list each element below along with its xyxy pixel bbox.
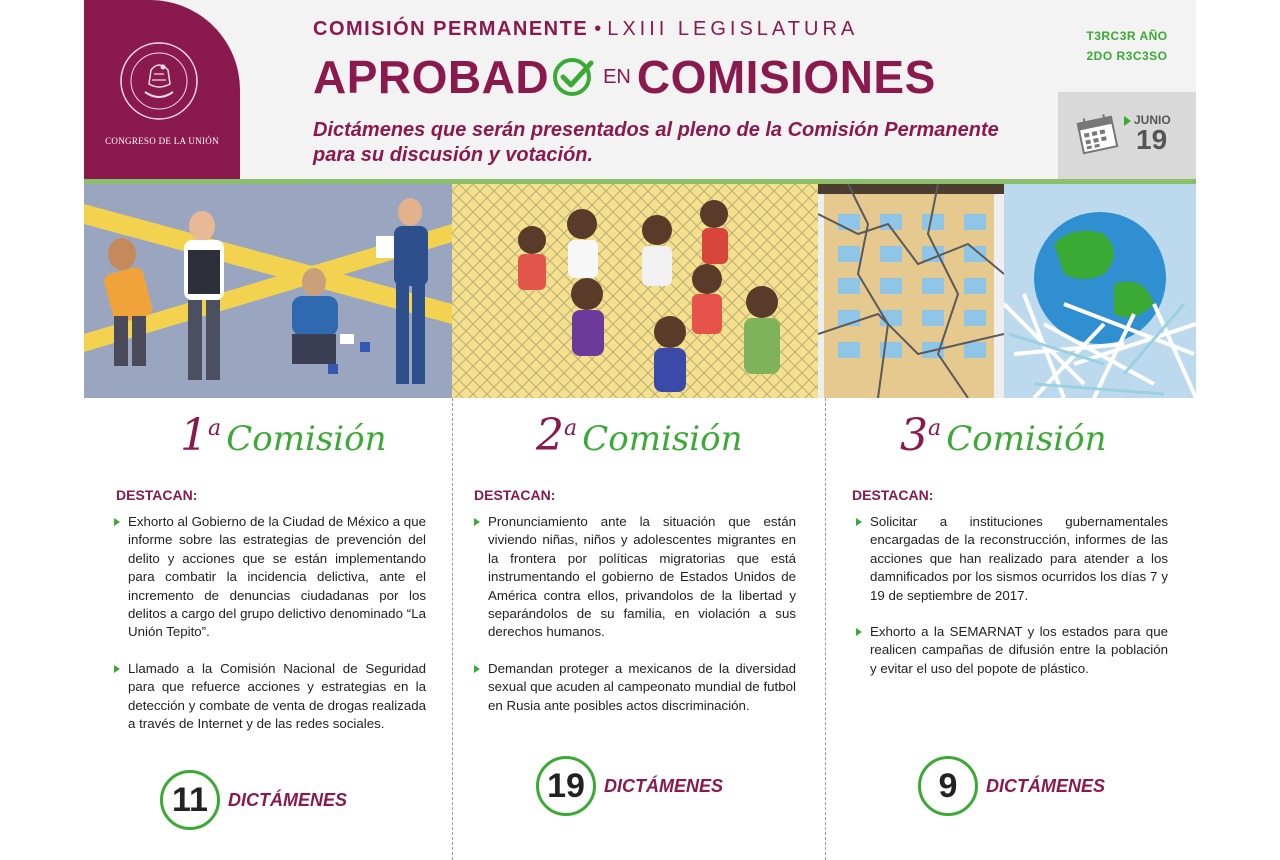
count-label: DICTÁMENES [228,789,348,810]
separator: • [594,18,602,40]
destacan-label: DESTACAN: [116,487,198,503]
item-text: Pronunciamiento ante la situación que están viviendo niñas, niños y adolescentes migrantes en la frontera por políticas migratorias que está instrumentando el gobierno de Estados Unidos de América contra ellos, privandolos de la libertad y separándolos de su familia, en violación a sus derechos humanos. [488,514,796,640]
globe-plastic-straws-illustration [1004,184,1196,398]
count-label: DICTÁMENES [604,775,724,796]
bullet-icon [856,628,862,636]
column-divider [825,398,826,860]
bullet-icon [474,665,480,673]
bullet-icon [114,518,120,526]
headline-approved: APROBAD [313,51,550,103]
commission-3-title [900,410,1107,461]
month-arrow-icon [1124,116,1131,126]
commission-ordinal: a [208,416,222,441]
commission-legislature-line [313,18,993,41]
commission-name: COMISIÓN PERMANENTE [313,18,589,40]
list-item [114,513,426,642]
column-divider [452,398,453,860]
commission-1-count [160,770,347,830]
date-day: 19 [1136,124,1168,155]
commission-1-title [180,410,387,461]
item-text: Solicitar a instituciones gubernamentales encargadas de la reconstrucción, informes de las acciones que han realizado para atender a los damnificados por los sismos ocurridos los días 7 y 19 de septiembre de 2017. [870,514,1168,603]
count-number: 9 [918,756,978,816]
commission-3-count [918,756,1105,816]
commission-number: 2 [536,410,564,461]
commission-ordinal: a [928,416,942,441]
bullet-icon [856,518,862,526]
commission-1-items [114,513,426,751]
list-item [856,513,1168,605]
bullet-icon [474,518,480,526]
count-number: 11 [160,770,220,830]
destacan-label: DESTACAN: [852,487,934,503]
migrant-children-illustration [452,184,818,398]
commission-number: 1 [180,410,208,461]
legislature-name: LXIII LEGISLATURA [607,18,859,40]
commission-word: Comisión [582,419,743,459]
commission-2-items [474,513,796,733]
date-month: JUNIO [1134,113,1171,127]
period-label [1064,26,1190,66]
period-recess: 2DO R3C3SO [1086,49,1168,63]
count-number: 19 [536,756,596,816]
period-year: T3RC3R AÑO [1086,29,1168,43]
commission-word: Comisión [226,419,387,459]
item-text: Demandan proteger a mexicanos de la diversidad sexual que acuden al campeonato mundial de futbol en Rusia ante posibles actos discriminación. [488,660,796,713]
list-item [474,660,796,715]
commission-ordinal: a [564,416,578,441]
list-item [856,623,1168,678]
check-circle-icon [551,55,595,99]
item-text: Exhorto a la SEMARNAT y los estados para que realicen campañas de difusión entre la población y evitar el uso del popote de plástico. [870,624,1168,676]
count-label: DICTÁMENES [986,775,1106,796]
list-item [474,513,796,642]
commission-3-items [856,513,1168,696]
calendar-icon [1074,110,1120,156]
headline-connector: EN [603,65,631,88]
subtitle: Dictámenes que serán presentados al pleno de la Comisión Permanente para su discusión y votación. [313,119,999,166]
destacan-label: DESTACAN: [474,487,556,503]
headline [313,50,1013,106]
national-seal-icon [118,40,200,122]
institution-name: CONGRESO DE LA UNIÓN [105,136,219,146]
headline-commissions: COMISIONES [636,51,936,103]
damaged-building-illustration [818,184,1004,398]
item-text: Exhorto al Gobierno de la Ciudad de México a que informe sobre las estrategias de prevención del delito y acciones que se están implementando para combatir la incidencia delictiva, ante el incremento de denuncias ciudadanas por los delitos a cargo del grupo delictivo denominado “La Unión Tepito”. [128,514,426,640]
commission-2-title [536,410,743,461]
police-crime-scene-illustration [84,184,452,398]
item-text: Llamado a la Comisión Nacional de Seguridad para que refuerce acciones y estrategias en la detección y combate de venta de drogas realizada a través de Internet y de las redes sociales. [128,660,426,732]
commission-word: Comisión [946,419,1107,459]
commission-number: 3 [900,410,928,461]
bullet-icon [114,665,120,673]
commission-2-count [536,756,723,816]
list-item [114,660,426,734]
